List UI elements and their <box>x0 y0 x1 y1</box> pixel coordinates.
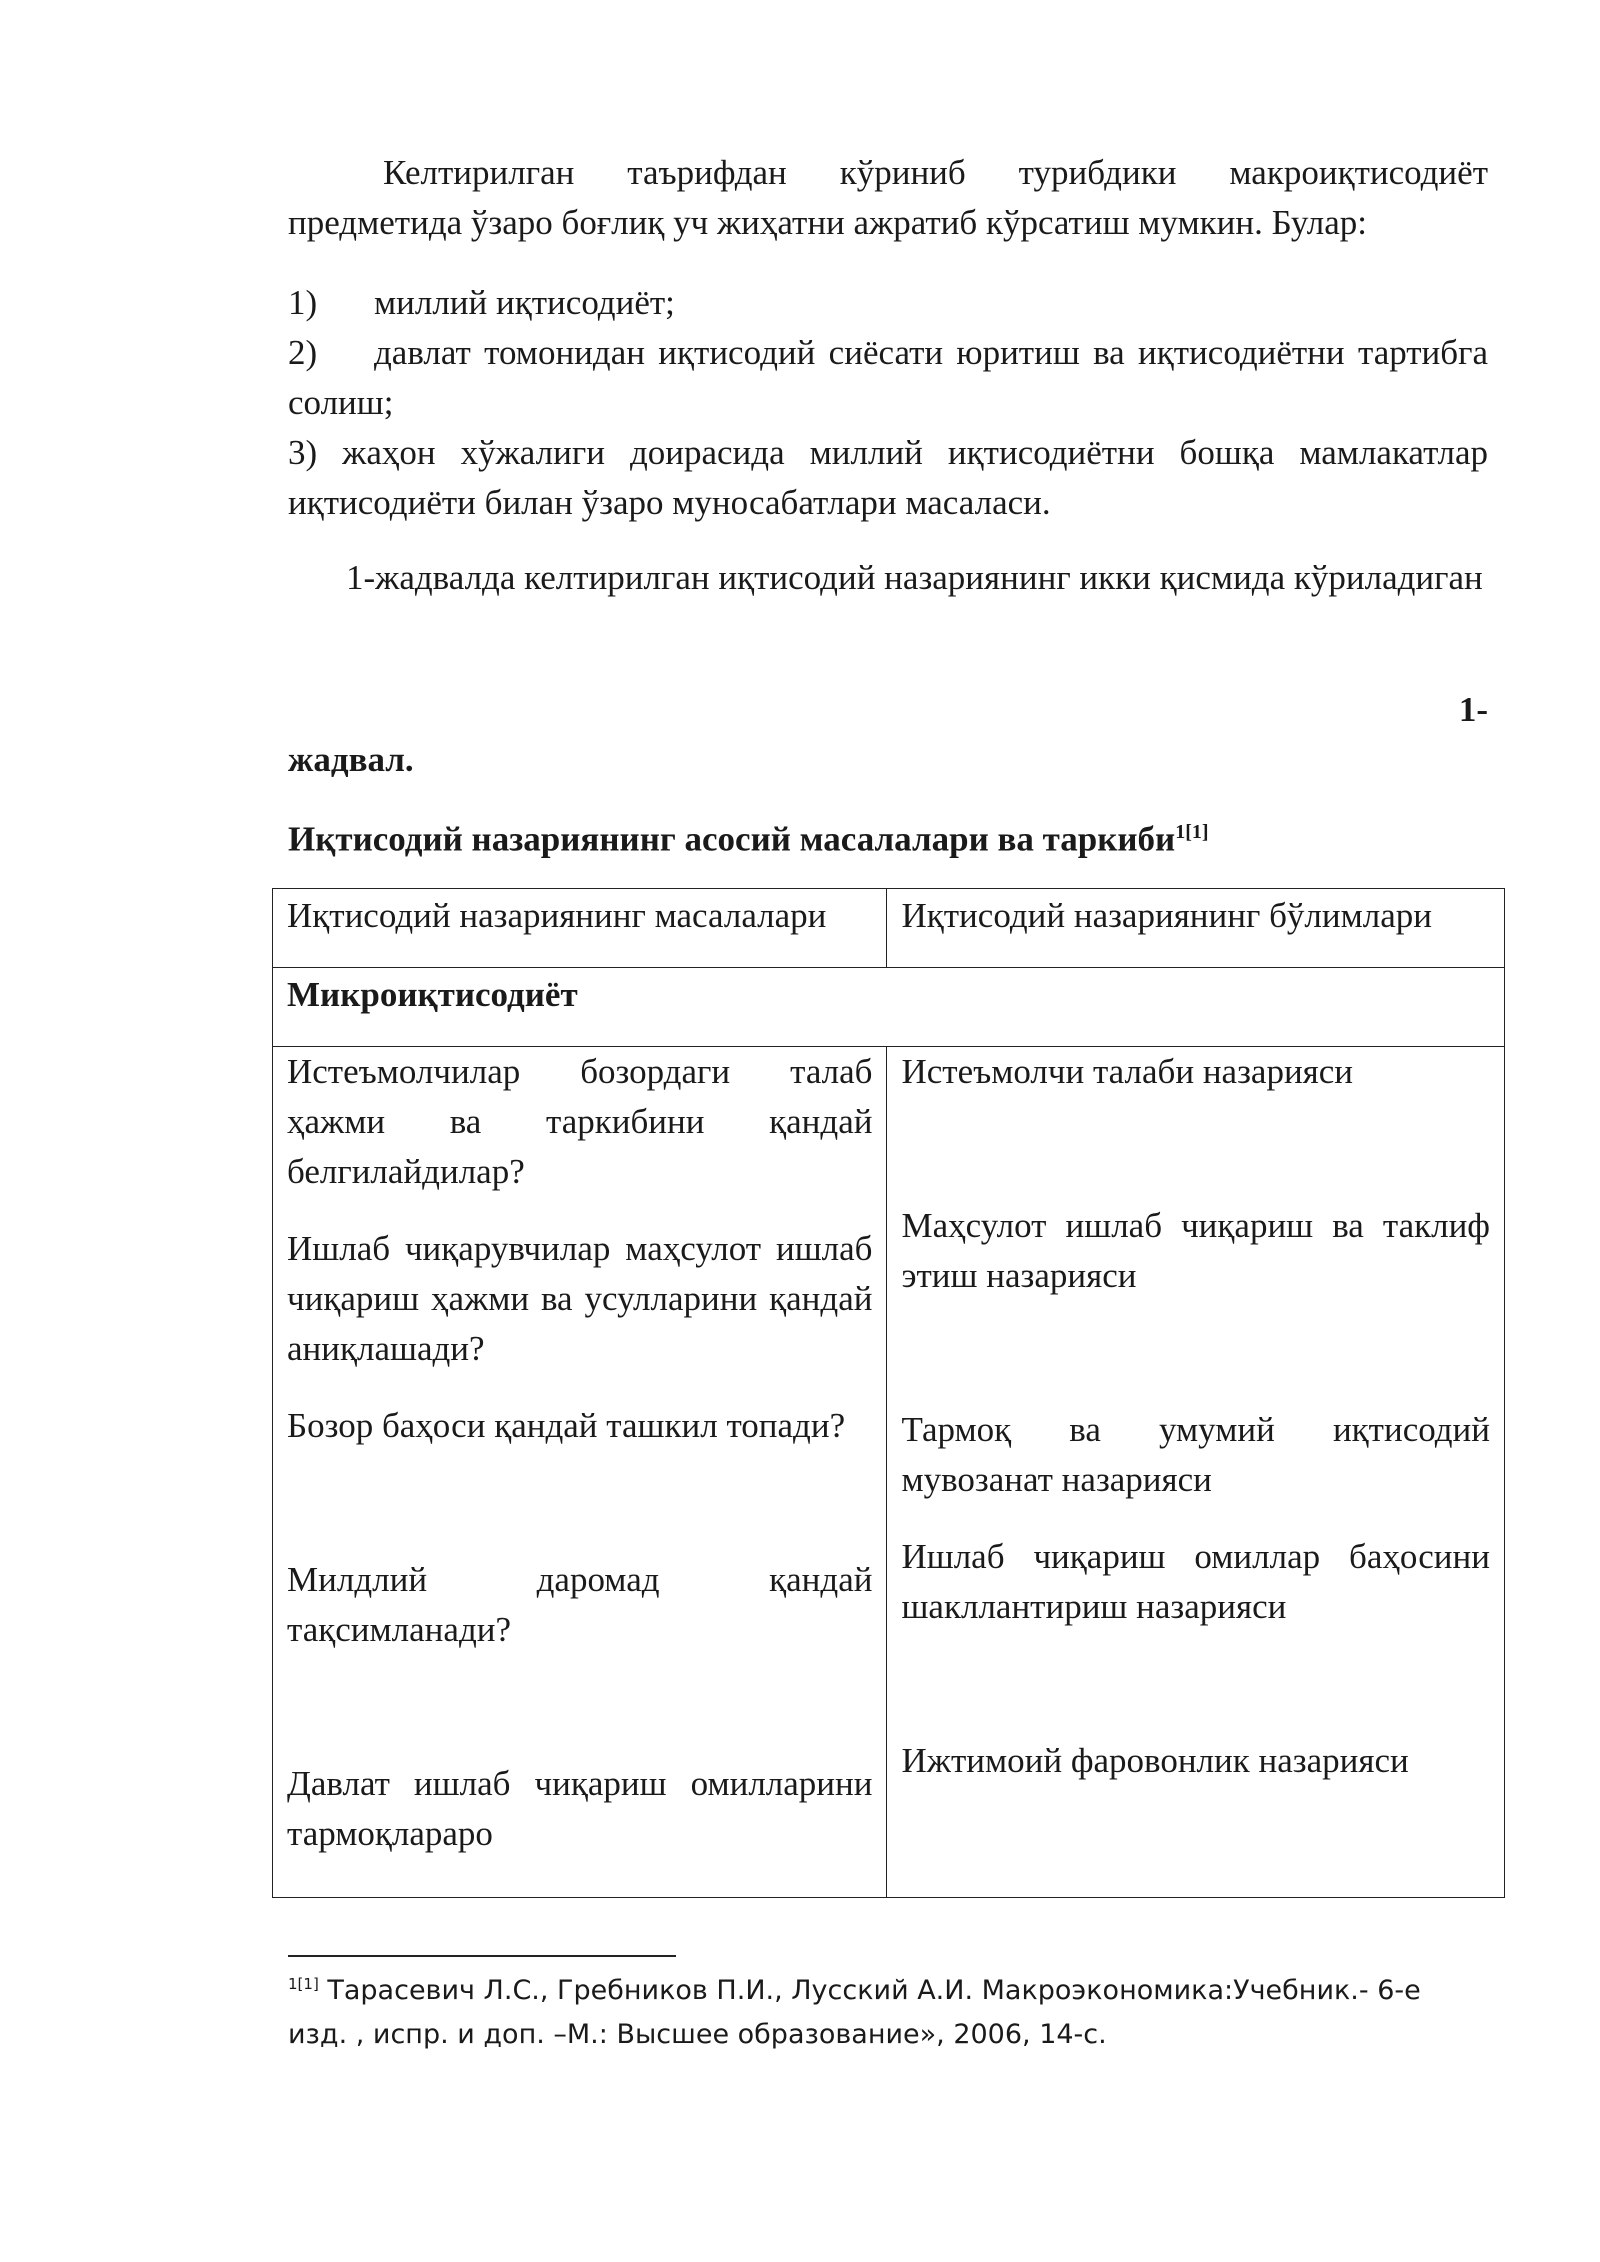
sections-cell <box>887 1047 1505 1898</box>
issue-question: Ишлаб чиқарувчилар маҳсулот ишлаб чиқариш ҳажми ва усулларини қандай аниқлашади? <box>287 1229 873 1368</box>
table-title <box>288 805 1488 867</box>
issues-cell <box>273 1047 887 1898</box>
theory-section: Тармоқ ва умумий иқтисодий мувозанат назарияси <box>901 1410 1490 1499</box>
list-item-text: давлат томонидан иқтисодий сиёсати юритиш ва иқтисодиётни тартибга солиш; <box>288 333 1488 422</box>
issues-table <box>272 888 1505 1898</box>
issue-question: Милдлий даромад қандай тақсимланади? <box>287 1560 873 1649</box>
list-item: 3) жаҳон хўжалиги доирасида миллий иқтисодиётни бошқа мамлакатлар иқтисодиёти билан ўзаро муносабатлари масаласи. <box>288 433 1488 522</box>
footnote-separator <box>288 1955 676 1957</box>
list-item-text: миллий иқтисодиёт; <box>374 283 675 322</box>
table-section-row <box>273 968 1505 1047</box>
footnote <box>288 1962 1488 2057</box>
table-title-text: Иқтисодий назариянинг асосий масалалари ва таркиби <box>288 819 1176 859</box>
table-intro-paragraph: 1-жадвалда келтирилган иқтисодий назариянинг икки қисмида кўриладиган <box>346 558 1483 597</box>
table-label-word: жадвал. <box>288 740 414 779</box>
table-label-number: 1- <box>1458 690 1488 729</box>
theory-section: Маҳсулот ишлаб чиқариш ва таклиф этиш назарияси <box>901 1206 1490 1295</box>
issue-question: Истеъмолчилар бозордаги талаб ҳажми ва таркибини қандай белгилайдилар? <box>287 1052 873 1191</box>
table-row <box>273 1047 1505 1898</box>
table-header-row <box>273 889 1505 968</box>
footnote-reference[interactable]: 1[1] <box>1175 821 1209 843</box>
list-item <box>288 278 1488 328</box>
theory-section: Ижтимоий фаровонлик назарияси <box>901 1741 1409 1780</box>
footnote-text: Тарасевич Л.С., Гребников П.И., Лусский А.И. Макроэкономика:Учебник.- 6-е изд. , испр. и доп. –М.: Высшее образование», 2006, 14-с. <box>288 1975 1421 2050</box>
intro-paragraph: Келтирилган таърифдан кўриниб турибдики макроиқтисодиёт предметида ўзаро боғлиқ уч жиҳатни ажратиб кўрсатиш мумкин. Булар: <box>288 153 1488 242</box>
table-header-cell: Иқтисодий назариянинг масалалари <box>273 889 887 968</box>
table-header-cell: Иқтисодий назариянинг бўлимлари <box>887 889 1505 968</box>
issue-question: Бозор баҳоси қандай ташкил топади? <box>287 1406 846 1445</box>
section-heading: Микроиқтисодиёт <box>273 968 1505 1047</box>
theory-section: Ишлаб чиқариш омиллар баҳосини шакллантириш назарияси <box>901 1537 1490 1626</box>
footnote-marker: 1[1] <box>288 1975 319 1993</box>
list-item-number: 2) <box>288 333 318 372</box>
list-item-number: 1) <box>288 283 318 322</box>
list-item <box>288 328 1488 428</box>
theory-section: Истеъмолчи талаби назарияси <box>901 1052 1354 1091</box>
issue-question: Давлат ишлаб чиқариш омилларини тармоқлараро <box>287 1764 873 1853</box>
